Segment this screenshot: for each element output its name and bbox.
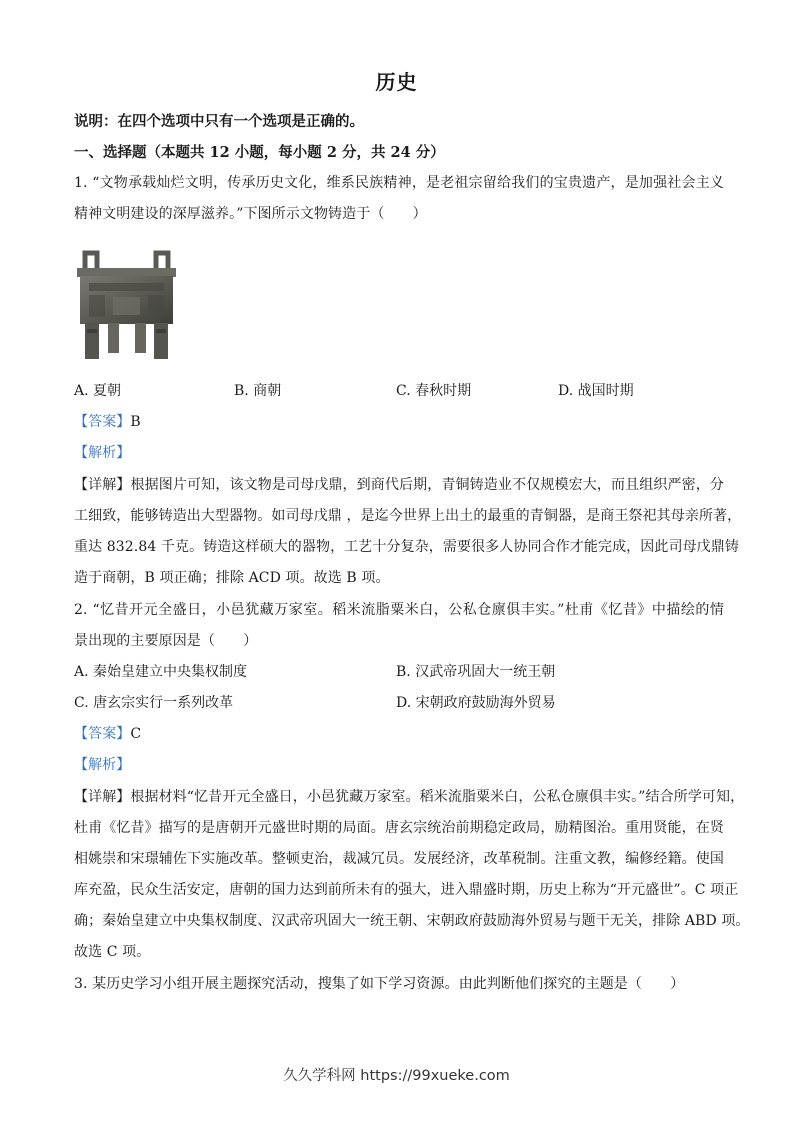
q1-option-c: C. 春秋时期 [396, 383, 472, 399]
q2-detail-line-6: 故选 C 项。 [74, 944, 151, 960]
q1-option-b: B. 商朝 [234, 383, 282, 399]
answer-value: C [130, 726, 142, 742]
q2-answer [74, 723, 724, 743]
answer-value: B [130, 414, 141, 430]
answer-tag: 【答案】 [74, 726, 131, 742]
q2-option-a: A. 秦始皇建立中央集权制度 [74, 664, 248, 680]
q2-stem-line-2: 景出现的主要原因是（ ） [74, 633, 258, 649]
q2-detail-line-4: 库充盈，民众生活安定，唐朝的国力达到前所未有的强大，进入鼎盛时期，历史上称为“开元盛世”。C 项正 [74, 882, 739, 898]
section-heading: 一、选择题（本题共 12 小题，每小题 2 分，共 24 分） [74, 144, 445, 161]
q1-option-a: A. 夏朝 [74, 383, 122, 399]
q2-option-b: B. 汉武帝巩固大一统王朝 [396, 664, 556, 680]
q1-stem-line-2: 精神文明建设的深厚滋养。”下图所示文物铸造于（ ） [74, 206, 427, 222]
q2-detail-line-5: 确；秦始皇建立中央集权制度、汉武帝巩固大一统王朝、宋朝政府鼓励海外贸易与题干无关，排除 ABD 项。 [74, 913, 750, 929]
q1-stem-line-1: 1. “文物承载灿烂文明，传承历史文化，维系民族精神，是老祖宗留给我们的宝贵遗产，是加强社会主义 [74, 175, 724, 191]
detail-tag: 【详解】 [74, 789, 131, 805]
page-title: 历史 [375, 70, 418, 94]
q1-detail-line-1 [74, 474, 724, 494]
q2-analysis-tag: 【解析】 [74, 757, 131, 773]
detail-text: 根据材料“忆昔开元全盛日，小邑犹藏万家室。稻米流脂粟米白，公私仓廪俱丰实。”结合所学可知， [130, 789, 745, 805]
q1-detail-line-4: 造于商朝，B 项正确；排除 ACD 项。故选 B 项。 [74, 570, 390, 586]
q1-option-d: D. 战国时期 [558, 383, 634, 399]
page-footer-watermark: 久久学科网 https://99xueke.com [283, 1068, 510, 1084]
q2-option-d: D. 宋朝政府鼓励海外贸易 [396, 695, 556, 711]
q2-stem-line-1: 2. “忆昔开元全盛日，小邑犹藏万家室。稻米流脂粟米白，公私仓廪俱丰实。”杜甫《忆昔》中描绘的情 [74, 602, 724, 618]
q1-detail-line-3: 重达 832.84 千克。铸造这样硕大的器物，工艺十分复杂，需要很多人协同合作才能完成，因此司母戊鼎铸 [74, 539, 739, 555]
q1-analysis-tag: 【解析】 [74, 445, 131, 461]
detail-tag: 【详解】 [74, 477, 131, 493]
bronze-ding-image [75, 247, 178, 362]
q1-detail-line-2: 工细致，能够铸造出大型器物。如司母戊鼎 ，是迄今世界上出土的最重的青铜器，是商王祭祀其母亲所著， [74, 508, 742, 524]
answer-tag: 【答案】 [74, 414, 131, 430]
q2-detail-line-3: 相姚崇和宋璟辅佐下实施改革。整顿吏治，裁减冗员。发展经济，改革税制。注重文教，编修经籍。使国 [74, 851, 724, 867]
detail-text: 根据图片可知，该文物是司母戊鼎，到商代后期，青铜铸造业不仅规模宏大，而且组织严密，分 [130, 477, 724, 493]
instruction-note: 说明：在四个选项中只有一个选项是正确的。 [74, 113, 364, 130]
q2-option-c: C. 唐玄宗实行一系列改革 [74, 695, 234, 711]
q3-stem-line-1: 3. 某历史学习小组开展主题探究活动，搜集了如下学习资源。由此判断他们探究的主题是（ ） [74, 976, 685, 992]
q2-detail-line-2: 杜甫《忆昔》描写的是唐朝开元盛世时期的局面。唐玄宗统治前期稳定政局，励精图治。重用贤能，在贤 [74, 820, 724, 836]
q2-detail-line-1 [74, 786, 745, 806]
q1-answer [74, 411, 724, 431]
